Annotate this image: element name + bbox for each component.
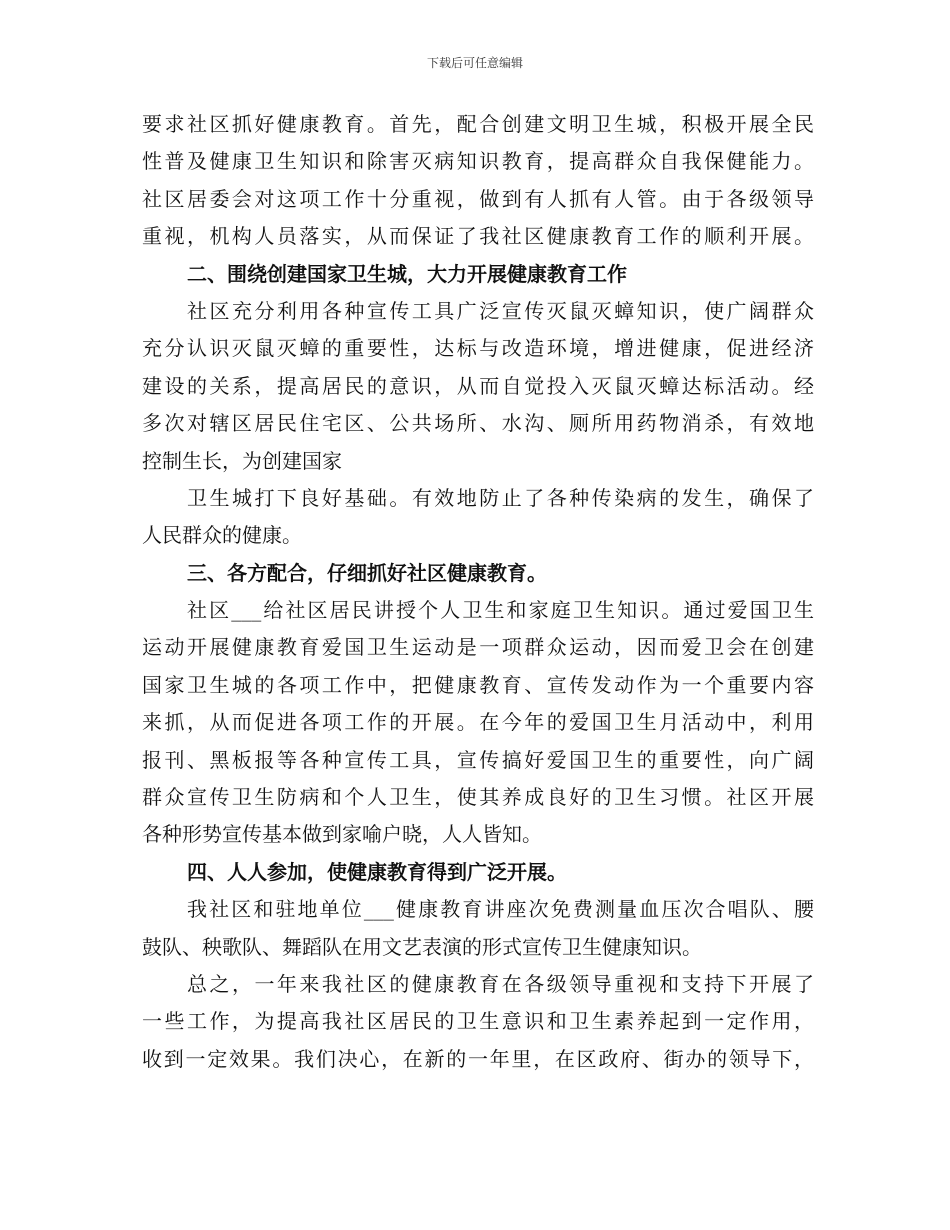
- paragraph-line: 运动开展健康教育爱国卫生运动是一项群众运动，因而爱卫会在创建: [142, 635, 814, 660]
- paragraph-line: 社区居委会对这项工作十分重视，做到有人抓有人管。由于各级领导: [142, 186, 814, 211]
- paragraph-line: 一些工作，为提高我社区居民的卫生意识和卫生素养起到一定作用，: [142, 1009, 814, 1034]
- paragraph-line: 总之，一年来我社区的健康教育在各级领导重视和支持下开展了: [187, 971, 814, 996]
- paragraph-line: 人民群众的健康。: [142, 523, 302, 548]
- document-body: [142, 106, 814, 1078]
- paragraph-line: 性普及健康卫生知识和除害灭病知识教育，提高群众自我保健能力。: [142, 149, 814, 174]
- paragraph-line: 鼓队、秧歌队、舞蹈队在用文艺表演的形式宣传卫生健康知识。: [142, 934, 702, 959]
- paragraph-line: 重视，机构人员落实，从而保证了我社区健康教育工作的顺利开展。: [142, 224, 814, 249]
- paragraph-line: 报刊、黑板报等各种宣传工具，宣传搞好爱国卫生的重要性，向广阔: [142, 747, 814, 772]
- paragraph-line: 群众宣传卫生防病和个人卫生，使其养成良好的卫生习惯。社区开展: [142, 785, 814, 810]
- paragraph-line: 收到一定效果。我们决心，在新的一年里，在区政府、街办的领导下，: [142, 1046, 814, 1071]
- section-heading-2: 二、围绕创建国家卫生城，大力开展健康教育工作: [187, 261, 627, 286]
- paragraph-line: 多次对辖区居民住宅区、公共场所、水沟、厕所用药物消杀，有效地: [142, 411, 814, 436]
- paragraph-line: 要求社区抓好健康教育。首先，配合创建文明卫生城，积极开展全民: [142, 112, 814, 136]
- section-heading-3: 三、各方配合，仔细抓好社区健康教育。: [187, 560, 547, 585]
- section-heading-4: 四、人人参加，使健康教育得到广泛开展。: [187, 859, 567, 884]
- paragraph-line: 充分认识灭鼠灭蟑的重要性，达标与改造环境，增进健康，促进经济: [142, 336, 814, 361]
- page-header-note: 下载后可任意编辑: [426, 56, 523, 70]
- paragraph-line: 社区充分利用各种宣传工具广泛宣传灭鼠灭蟑知识，使广阔群众: [187, 298, 814, 323]
- paragraph-line: 卫生城打下良好基础。有效地防止了各种传染病的发生，确保了: [187, 485, 814, 510]
- paragraph-line: 社区___给社区居民讲授个人卫生和家庭卫生知识。通过爱国卫生: [187, 598, 814, 623]
- paragraph-line: 国家卫生城的各项工作中，把健康教育、宣传发动作为一个重要内容: [142, 672, 814, 697]
- paragraph-line: 各种形势宣传基本做到家喻户晓，人人皆知。: [142, 822, 542, 847]
- paragraph-line: 控制生长，为创建国家: [142, 448, 342, 473]
- paragraph-line: 我社区和驻地单位___健康教育讲座次免费测量血压次合唱队、腰: [187, 897, 814, 922]
- paragraph-line: 建设的关系，提高居民的意识，从而自觉投入灭鼠灭蟑达标活动。经: [142, 373, 814, 398]
- paragraph-line: 来抓，从而促进各项工作的开展。在今年的爱国卫生月活动中，利用: [142, 710, 814, 735]
